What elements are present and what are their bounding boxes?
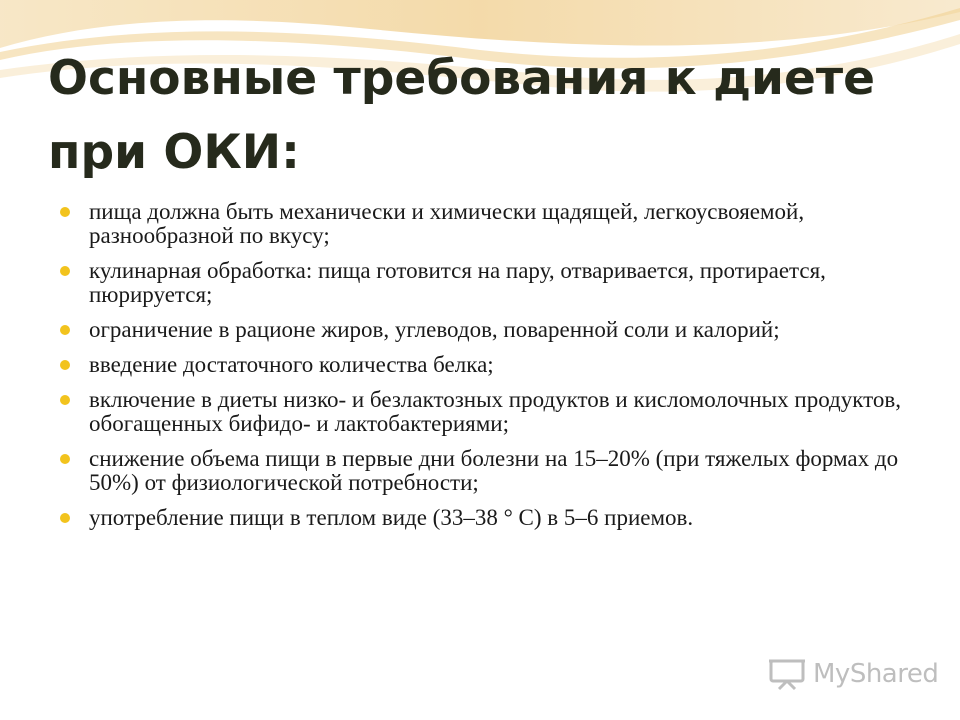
list-item <box>60 200 920 248</box>
list-item-text: снижение объема пищи в первые дни болезни на 15–20% (при тяжелых формах до 50%) от физиологической потребности; <box>89 446 899 495</box>
projector-screen-icon <box>767 657 807 691</box>
list-item-text: пища должна быть механически и химически щадящей, легкоусвояемой, разнообразной по вкусу; <box>89 199 805 248</box>
slide-title: Основные требования к диете при ОКИ: <box>48 51 875 180</box>
bullet-icon <box>60 266 70 276</box>
list-item <box>60 388 920 436</box>
bullet-icon <box>60 207 70 217</box>
slide-content <box>60 200 920 541</box>
list-item-text: введение достаточного количества белка; <box>89 352 494 377</box>
bullet-icon <box>60 454 70 464</box>
list-item <box>60 318 920 342</box>
bullet-icon <box>60 395 70 405</box>
requirements-list <box>60 200 920 530</box>
watermark <box>767 656 938 692</box>
bullet-icon <box>60 513 70 523</box>
bullet-icon <box>60 325 70 335</box>
bullet-icon <box>60 360 70 370</box>
list-item <box>60 506 920 530</box>
list-item-text: кулинарная обработка: пища готовится на пару, отваривается, протирается, пюрируется; <box>89 258 826 307</box>
watermark-text: MyShared <box>813 659 939 689</box>
list-item <box>60 447 920 495</box>
list-item-text: ограничение в рационе жиров, углеводов, поваренной соли и калорий; <box>89 317 780 342</box>
list-item-text: включение в диеты низко- и безлактозных продуктов и кисломолочных продуктов, обогащенных бифидо- и лактобактериями; <box>89 387 901 436</box>
list-item <box>60 259 920 307</box>
list-item <box>60 353 920 377</box>
list-item-text: употребление пищи в теплом виде (33–38 ° С) в 5–6 приемов. <box>89 505 694 530</box>
